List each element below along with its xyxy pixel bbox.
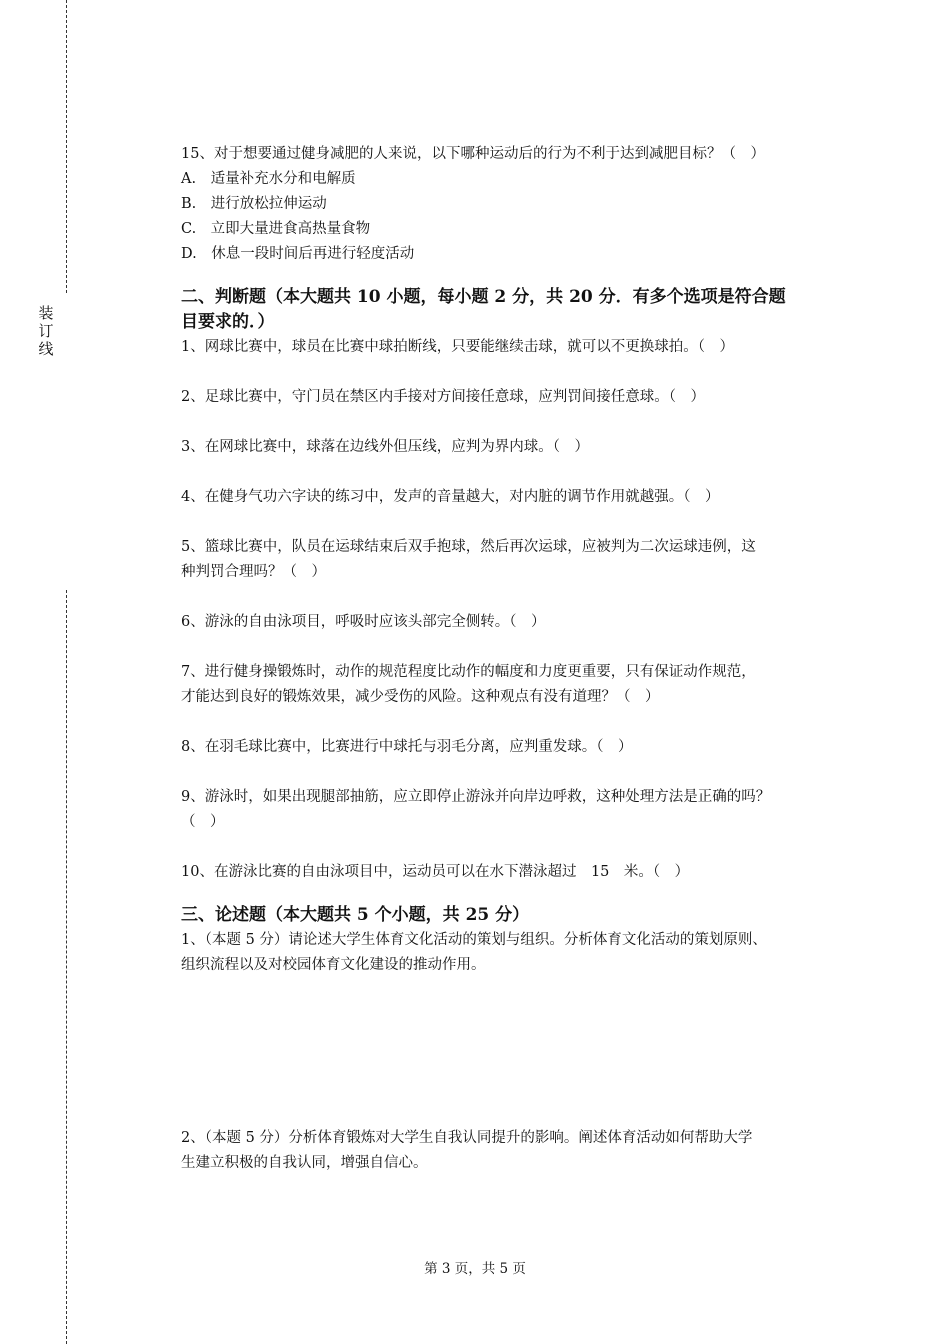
question-text-cont: 生建立积极的自我认同，增强自信心。	[181, 1155, 428, 1171]
answer-space[interactable]	[181, 978, 851, 1126]
judgment-question	[181, 735, 851, 760]
question-text: 15、对于想要通过健身减肥的人来说，以下哪种运动后的行为不利于达到减肥目标？（ ）	[181, 146, 765, 162]
question-text: 3、在网球比赛中，球落在边线外但压线，应判为界内球。（ ）	[181, 439, 589, 455]
option-a: A. 适量补充水分和电解质	[181, 171, 356, 187]
option-b: B. 进行放松拉伸运动	[181, 196, 327, 212]
question-text: 1、（本题 5 分）请论述大学生体育文化活动的策划与组织。分析体育文化活动的策划原则、	[181, 932, 767, 948]
binding-label	[36, 304, 56, 358]
judgment-question	[181, 660, 851, 710]
binding-line-top	[66, 0, 67, 293]
judgment-question	[181, 860, 851, 885]
question-text-cont: 组织流程以及对校园体育文化建设的推动作用。	[181, 957, 486, 973]
section-title-cont: 目要求的．）	[181, 312, 275, 332]
question-text: 10、在游泳比赛的自由泳项目中，运动员可以在水下潜泳超过 15 米。（ ）	[181, 864, 690, 880]
binding-char: 线	[38, 340, 54, 358]
binding-line-bottom	[66, 590, 67, 1344]
option-d: D. 休息一段时间后再进行轻度活动	[181, 246, 415, 262]
judgment-question	[181, 785, 851, 835]
question-text: 5、篮球比赛中，队员在运球结束后双手抱球，然后再次运球，应被判为二次运球违例，这	[181, 539, 756, 555]
judgment-question	[181, 435, 851, 460]
binding-char: 装	[38, 304, 54, 322]
section-essay	[181, 903, 851, 1176]
question-text-cont: （ ）	[181, 814, 225, 830]
judgment-question	[181, 535, 851, 585]
section-title: 三、论述题（本大题共 5 个小题，共 25 分）	[181, 905, 530, 925]
page-content	[181, 142, 851, 1176]
judgment-question	[181, 485, 851, 510]
question-text: 9、游泳时，如果出现腿部抽筋，应立即停止游泳并向岸边呼救，这种处理方法是正确的吗？	[181, 789, 771, 805]
section-judgment	[181, 285, 851, 885]
question-text-cont: 种判罚合理吗？（ ）	[181, 564, 326, 580]
essay-question-2	[181, 1126, 851, 1176]
section-title: 二、判断题（本大题共 10 小题，每小题 2 分，共 20 分．有多个选项是符合题	[181, 287, 786, 307]
question-text: 4、在健身气功六字诀的练习中，发声的音量越大，对内脏的调节作用就越强。（ ）	[181, 489, 720, 505]
question-text: 1、网球比赛中，球员在比赛中球拍断线，只要能继续击球，就可以不更换球拍。（ ）	[181, 339, 734, 355]
judgment-question	[181, 335, 851, 360]
mc-question-15	[181, 142, 851, 267]
binding-char: 订	[38, 322, 54, 340]
judgment-question	[181, 610, 851, 635]
question-text-cont: 才能达到良好的锻炼效果，减少受伤的风险。这种观点有没有道理？（ ）	[181, 689, 660, 705]
question-text: 6、游泳的自由泳项目，呼吸时应该头部完全侧转。（ ）	[181, 614, 546, 630]
question-text: 2、足球比赛中，守门员在禁区内手接对方间接任意球，应判罚间接任意球。（ ）	[181, 389, 705, 405]
judgment-question	[181, 385, 851, 410]
question-text: 7、进行健身操锻炼时，动作的规范程度比动作的幅度和力度更重要，只有保证动作规范，	[181, 664, 756, 680]
page-footer: 第 3 页，共 5 页	[424, 1261, 526, 1277]
question-text: 2、（本题 5 分）分析体育锻炼对大学生自我认同提升的影响。阐述体育活动如何帮助大学	[181, 1130, 753, 1146]
question-text: 8、在羽毛球比赛中，比赛进行中球托与羽毛分离，应判重发球。（ ）	[181, 739, 633, 755]
option-c: C. 立即大量进食高热量食物	[181, 221, 371, 237]
essay-question-1	[181, 928, 851, 978]
